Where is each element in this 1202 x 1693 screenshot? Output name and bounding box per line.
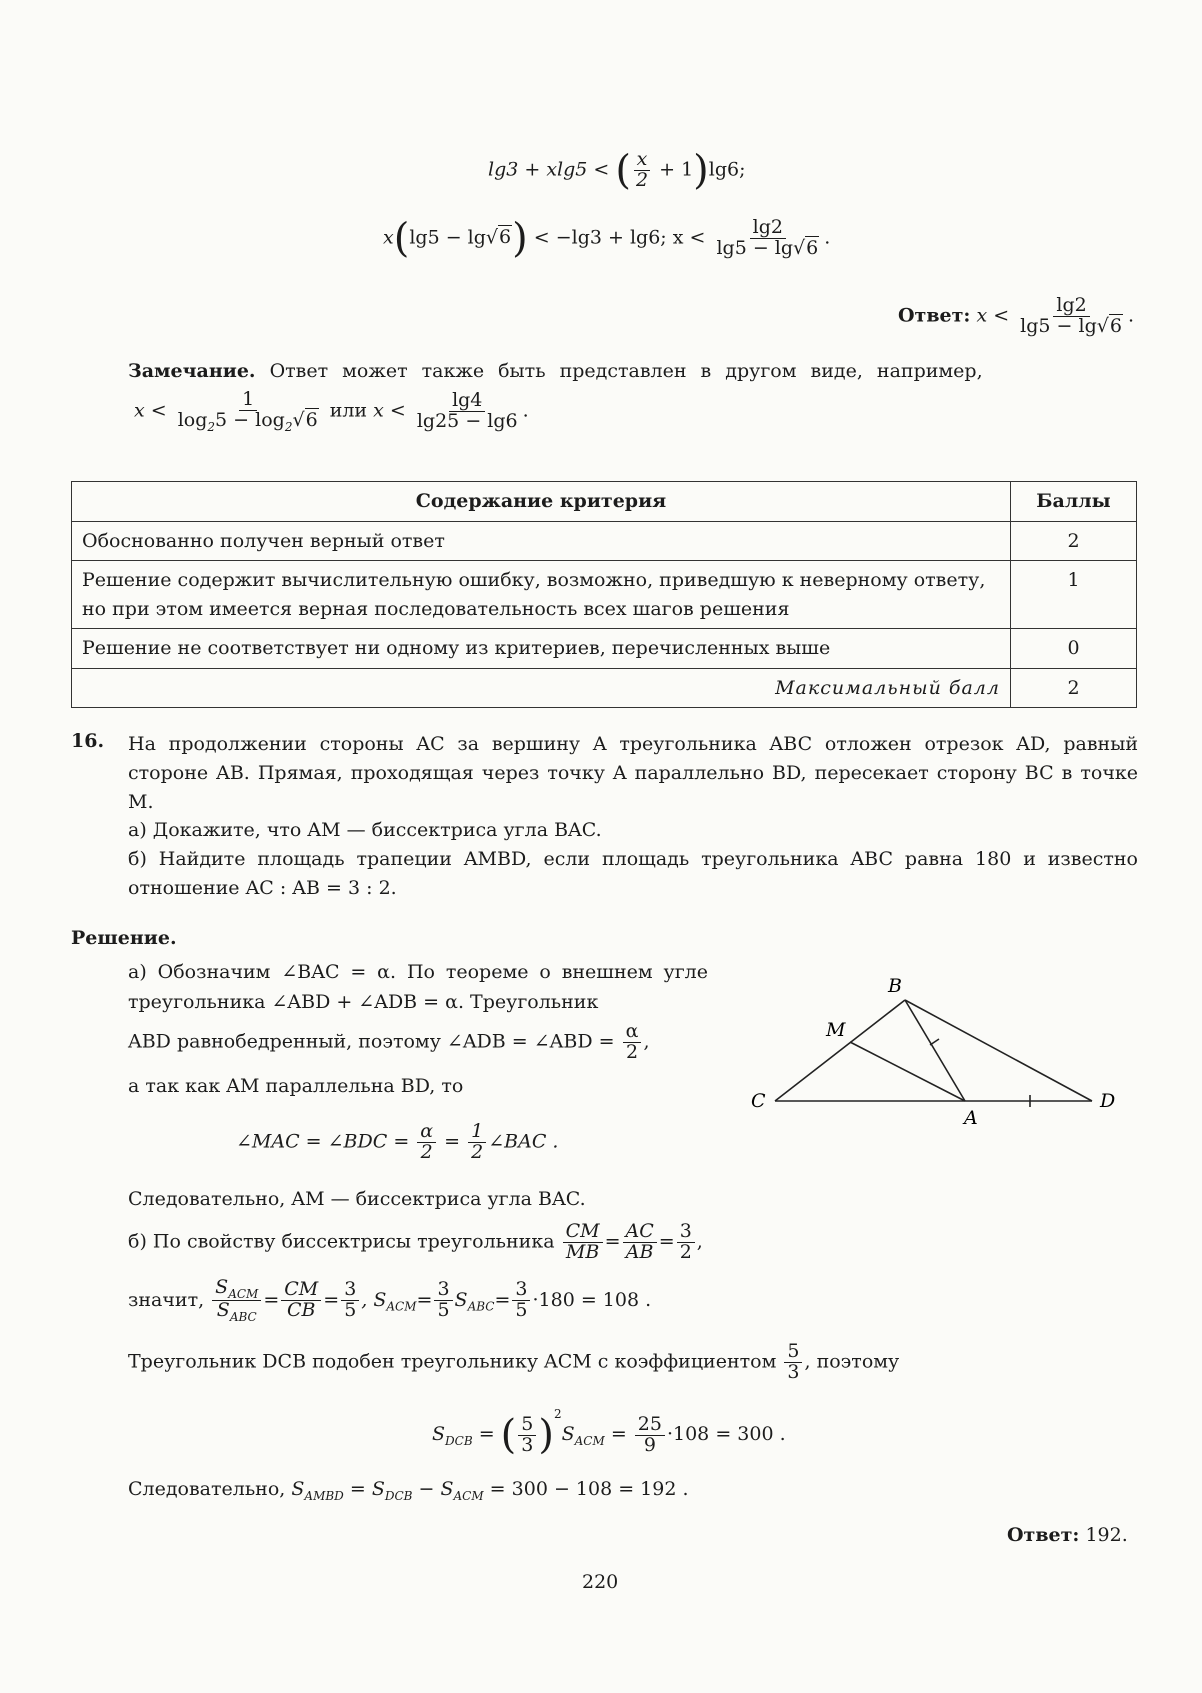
max-score-label: Максимальный балл xyxy=(72,668,1011,708)
solution-a5: Следовательно, AM — биссектриса угла BAC. xyxy=(128,1188,586,1210)
point-label-m: M xyxy=(826,1019,846,1041)
problem-part-a: а) Докажите, что AM — биссектриса угла BAC. xyxy=(128,819,602,841)
solution-b2: значит, $\frac{S_{ACM}}{S_{ABC}}$ = $\frac{CM}{CB}$ = $\frac{3}{5}$ , $S_{ACM}=$ $\frac{3}{5}$ $S_{ABC}=$ $\frac{3}{5}$ ·180 = 108 . xyxy=(128,1276,652,1325)
fraction: $\frac{25}{9}$ xyxy=(635,1415,665,1456)
criterion-score: 0 xyxy=(1011,629,1137,669)
point-label-c: C xyxy=(751,1090,766,1112)
criterion-text: Решение содержит вычислительную ошибку, возможно, приведшую к неверному ответу, но при этом имеется верная последовательность всех шагов решения xyxy=(72,561,1011,629)
criterion-text: Обоснованно получен верный ответ xyxy=(72,521,1011,561)
top-answer: Ответ: x < $\frac{\lg 2}{\lg 5 - \lg√6}$ . xyxy=(898,294,1134,337)
problem-part-b: б) Найдите площадь трапеции AMBD, если площадь треугольника ABC равна 180 и известно отношение AC : AB = 3 : 2. xyxy=(128,848,1138,899)
solution-a4: ∠MAC = ∠BDC = $\frac{\alpha}{2}$ = $\frac{1}{2}$ ∠BAC . xyxy=(236,1120,559,1163)
solution-a2: ABD равнобедренный, поэтому ∠ADB = ∠ABD = $\frac{\alpha}{2}$ , xyxy=(128,1020,650,1063)
criteria-table xyxy=(71,481,1137,708)
problem-statement: На продолжении стороны AC за вершину A треугольника ABC отложен отрезок AD, равный стороне AB. Прямая, проходящая через точку A параллельно BD, пересекает сторону BC в точке M. xyxy=(128,733,1138,813)
table-header: Баллы xyxy=(1011,482,1137,522)
point-label-b: B xyxy=(888,975,902,997)
fraction: $\frac{3}{5}$ xyxy=(512,1280,530,1321)
fraction: $\frac{\alpha}{2}$ xyxy=(417,1122,436,1163)
solution-b4: $S_{DCB}$ = ( $\frac{5}{3}$ )$^2S_{ACM}$ = $\frac{25}{9}$ ·108 = 300 . xyxy=(432,1407,786,1458)
fraction: $\frac{CM}{CB}$ xyxy=(281,1280,321,1321)
fraction: $\frac{3}{5}$ xyxy=(341,1280,359,1321)
point-label-a: A xyxy=(964,1107,978,1129)
criterion-text: Решение не соответствует ни одному из критериев, перечисленных выше xyxy=(72,629,1011,669)
remark-formulas: x < $\frac{1}{\log_25 - \log_2√6}$ или x < $\frac{\lg 4}{\lg 25 - \lg 6}$ . xyxy=(134,388,529,434)
table-row xyxy=(72,561,1137,629)
point-label-d: D xyxy=(1100,1090,1116,1112)
fraction: $\frac{\alpha}{2}$ xyxy=(623,1022,642,1063)
segment-cb xyxy=(775,1000,905,1101)
fraction: $\frac{3}{2}$ xyxy=(677,1222,695,1263)
fraction: $\frac{x}{2}$ xyxy=(633,150,651,191)
criterion-score: 2 xyxy=(1011,521,1137,561)
solution-a1: а) Обозначим ∠BAC = α. По теореме о внешнем угле треугольника ∠ABD + ∠ADB = α. Треугольник xyxy=(128,961,708,1013)
solution-label: Решение. xyxy=(71,927,177,949)
table-header: Содержание критерия xyxy=(72,482,1011,522)
max-score-value: 2 xyxy=(1011,668,1137,708)
table-row xyxy=(72,629,1137,669)
fraction: $\frac{5}{3}$ xyxy=(518,1415,536,1456)
problem-number: 16. xyxy=(71,730,105,752)
table-row xyxy=(72,668,1137,708)
fraction: $\frac{CM}{MB}$ xyxy=(563,1222,603,1263)
equation-line-2: x(lg5 − lg√6) < −lg3 + lg6; x < $\frac{\lg 2}{\lg 5 - \lg√6}$ . xyxy=(383,215,831,262)
fraction: $\frac{S_{ACM}}{S_{ABC}}$ xyxy=(212,1278,261,1324)
segment-bd xyxy=(905,1000,1092,1101)
fraction: $\frac{5}{3}$ xyxy=(784,1342,802,1383)
criterion-score: 1 xyxy=(1011,561,1137,629)
fraction: $\frac{1}{\log_25 - \log_2√6}$ xyxy=(177,388,318,434)
table-row xyxy=(72,521,1137,561)
fraction: $\frac{3}{5}$ xyxy=(434,1280,452,1321)
equation-line-1: lg3 + xlg5 < ( $\frac{x}{2}$ + 1)lg6; xyxy=(488,147,746,194)
remark: Замечание. Ответ может также быть представлен в другом виде, например, xyxy=(128,360,983,382)
solution-a3: а так как AM параллельна BD, то xyxy=(128,1075,464,1097)
fraction: $\frac{AC}{AB}$ xyxy=(623,1222,657,1263)
fraction: $\frac{\lg 2}{\lg 5 - \lg√6}$ xyxy=(716,216,819,259)
solution-answer: Ответ: 192. xyxy=(1007,1524,1128,1546)
table-header-row xyxy=(72,482,1137,522)
solution-b5: Следовательно, $S_{AMBD} = S_{DCB} - S_{ACM} = 300 - 108 = 192$ . xyxy=(128,1478,689,1503)
fraction: $\frac{1}{2}$ xyxy=(468,1122,486,1163)
page-number: 220 xyxy=(582,1571,619,1593)
solution-b1: б) По свойству биссектрисы треугольника $\frac{CM}{MB}$ = $\frac{AC}{AB}$ = $\frac{3}{2}$ , xyxy=(128,1220,703,1263)
triangle-figure xyxy=(740,970,1120,1130)
solution-b3: Треугольник DCB подобен треугольнику ACM с коэффициентом $\frac{5}{3}$ , поэтому xyxy=(128,1340,900,1383)
fraction: $\frac{\lg 2}{\lg 5 - \lg√6}$ xyxy=(1020,294,1122,337)
tick-ab xyxy=(930,1039,939,1045)
fraction: $\frac{\lg 4}{\lg 25 - \lg 6}$ xyxy=(416,389,518,433)
